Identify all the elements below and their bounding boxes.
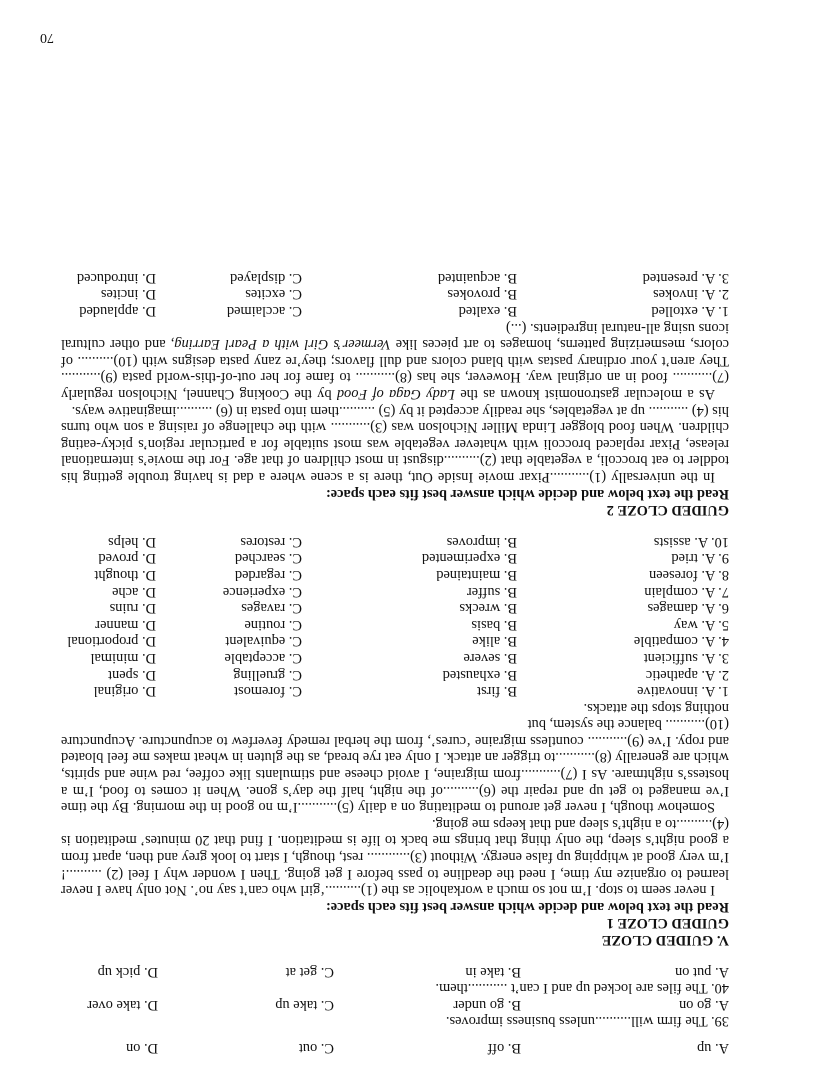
option: B. experimented	[421, 550, 517, 567]
option: 3. A. sufficient	[643, 649, 729, 666]
cloze1-title: GUIDED CLOZE 1	[606, 915, 729, 932]
option: 6. A. damages	[647, 600, 729, 617]
option: B. maintained	[436, 566, 517, 583]
cloze1-options-9	[61, 550, 729, 567]
italic-run: Vermeer’s Girl with a Pearl Earring,	[170, 336, 391, 353]
q39-stem: 39. The firm will..........unless business improves.	[445, 1013, 729, 1030]
option: D. minimal	[90, 649, 156, 666]
section-heading: V. GUIDED CLOZE	[601, 932, 729, 949]
cloze2-options-1	[61, 302, 729, 319]
option: C. experience	[222, 583, 302, 600]
q40-stem: 40. The files are locked up and I can’t ...........them.	[435, 980, 729, 997]
option: A. up	[697, 1040, 729, 1056]
option: D. on	[126, 1040, 158, 1056]
option: B. basis	[471, 616, 517, 633]
option: 10. A. assists	[653, 533, 729, 550]
text-run: by the Cooking Channel, Nicholson regularly (7)........... food in an original way. However, she has (8)........... to fame for her out-of-this-world pasta (9)........... They aren’t your ordinary pastas with bland colors and dull flavors; they’re zany pasta designs with (10).......... of colors, mesmerizing patterns, homages to art pieces like	[61, 336, 729, 403]
option: B. severe	[463, 649, 517, 666]
cloze2-paragraph-2	[61, 319, 729, 402]
option: 9. A. tried	[671, 550, 729, 567]
cloze2-options-2	[61, 286, 729, 303]
option: C. ravages	[241, 600, 302, 617]
option: A. put on	[675, 963, 729, 980]
option: D. helps	[108, 533, 156, 550]
option: C. regarded	[234, 566, 302, 583]
option: C. foremost	[234, 683, 302, 700]
option: B. off	[487, 1040, 521, 1056]
cloze2-options-3	[61, 269, 729, 286]
option: B. take in	[465, 963, 521, 980]
option: C. take up	[275, 996, 334, 1013]
cloze1-paragraph-1: I never seem to stop. I’m not so much a workaholic as the (1)..........‘girl who can’t say no’. Not only have I never learned to organize my time, I need the deadline to pass before I get going. Then I wonder why I feel (2) ..........! I’m very good at whipping up false energy. Without (3)............ rest, though, I start to look grey and then, apart from a good night’s sleep, the only thing that brings me back to life is meditation. I find that 20 minutes’ meditation is (4)..........to a night’s sleep and that keeps me going.	[61, 815, 729, 899]
option: C. equivalent	[225, 633, 302, 650]
option: C. searched	[234, 550, 302, 567]
option: A. go on	[679, 996, 729, 1013]
cloze1-paragraph-3: nothing stops the attacks.	[583, 699, 729, 716]
cloze1-options-10	[61, 533, 729, 550]
page-number: 70	[40, 30, 54, 45]
text-run: As a molecular gastronomist known as the	[455, 386, 715, 403]
option: 7. A. complain	[644, 583, 729, 600]
option: B. acquainted	[437, 269, 517, 286]
option: D. proportional	[67, 633, 156, 650]
option: C. get at	[285, 963, 334, 980]
option: B. suffer	[466, 583, 517, 600]
cloze2-title: GUIDED CLOZE 2	[606, 502, 729, 519]
option: D. ache	[112, 583, 156, 600]
option: 3. A. presented	[642, 269, 729, 286]
option: D. applauded	[79, 303, 156, 320]
page-content	[61, 269, 729, 1056]
option: C. excites	[245, 286, 302, 303]
option: D. original	[93, 683, 156, 700]
option: C. routine	[244, 616, 302, 633]
cloze1-options-7	[61, 583, 729, 600]
q39-options	[61, 996, 729, 1013]
option: C. acclaimed	[226, 303, 302, 320]
option: B. first	[477, 683, 517, 700]
option: 1. A. innovative	[637, 683, 729, 700]
option: 2. A. apathetic	[645, 666, 729, 683]
option: 1. A. extolled	[651, 303, 729, 320]
text-run: and other cultural icons using all-natural ingredients. (...)	[61, 319, 729, 353]
cloze2-paragraph-1: In the universally (1)...........Pixar movie Inside Out, there is a scene where a dad is having trouble getting his toddler to eat broccoli, a vegetable that (2)..........disgust in most children of that age. For the movie’s international release, Pixar replaced broccoli with whatever vegetable was most suitable for a particular region’s picky-eating children. When food blogger Linda Miller Nicholson was (3)........... with the challenge of raising a son who turns his (4) ........... up at vegetables, she readily accepted it by (5) ..........them into pasta in (6) ..........imaginative ways.	[61, 402, 729, 485]
option: D. spent	[108, 666, 156, 683]
option: B. provokes	[447, 286, 517, 303]
option: 4. A. compatible	[633, 633, 729, 650]
option: D. pick up	[97, 963, 158, 980]
option: C. restores	[240, 533, 302, 550]
cloze1-options-6	[61, 600, 729, 617]
option: B. wrecks	[459, 600, 517, 617]
option: C. displayed	[230, 269, 302, 286]
option: D. incites	[100, 286, 156, 303]
option: B. exhausted	[442, 666, 517, 683]
cloze1-options-1	[61, 683, 729, 700]
option: D. proved	[98, 550, 156, 567]
option: B. go under	[453, 996, 521, 1013]
cloze1-options-5	[61, 616, 729, 633]
option: 5. A. way	[673, 616, 729, 633]
option: C. gruelling	[233, 666, 302, 683]
option: 2. A. invokes	[653, 286, 729, 303]
cloze2-instruction: Read the text below and decide which answer best fits each space:	[325, 485, 729, 502]
option: B. alike	[472, 633, 517, 650]
cloze1-paragraph-2: Somehow though, I never get around to meditating on a daily (5)...........I’m no good in the morning. By the time I’ve managed to get up and repair the (6)..........of the night, half the day’s gone. When it comes to food, I’m a hostess’s nightmare. As I (7)...........from migraine, I avoid cheese and stimulants like coffee, red wine and spirits, which are generally (8)...........to trigger an attack. I only eat rye bread, as the gluten in wheat makes me feel bloated and ropy. I’ve (9)........... countless migraine ‘cures’, from the herbal remedy feverfew to acupuncture. Acupuncture (10)........... balance the system, but	[61, 716, 729, 816]
cloze1-options-8	[61, 566, 729, 583]
q40-options	[61, 963, 729, 980]
option: D. thought	[94, 566, 156, 583]
option: C. out	[298, 1040, 334, 1056]
option: D. introduced	[76, 269, 156, 286]
option: C. acceptable	[224, 649, 302, 666]
option: B. improves	[446, 533, 517, 550]
q38-options	[61, 1039, 729, 1056]
cloze1-options-3	[61, 649, 729, 666]
option: D. ruins	[109, 600, 156, 617]
option: 8. A. foreseen	[649, 566, 729, 583]
option: B. exalted	[458, 303, 517, 320]
cloze1-instruction: Read the text below and decide which answer best fits each space:	[325, 898, 729, 915]
option: D. take over	[87, 996, 158, 1013]
cloze1-options-4	[61, 633, 729, 650]
option: D. manner	[95, 616, 156, 633]
italic-run: Lady Gaga of Food	[336, 386, 456, 403]
cloze1-options-2	[61, 666, 729, 683]
